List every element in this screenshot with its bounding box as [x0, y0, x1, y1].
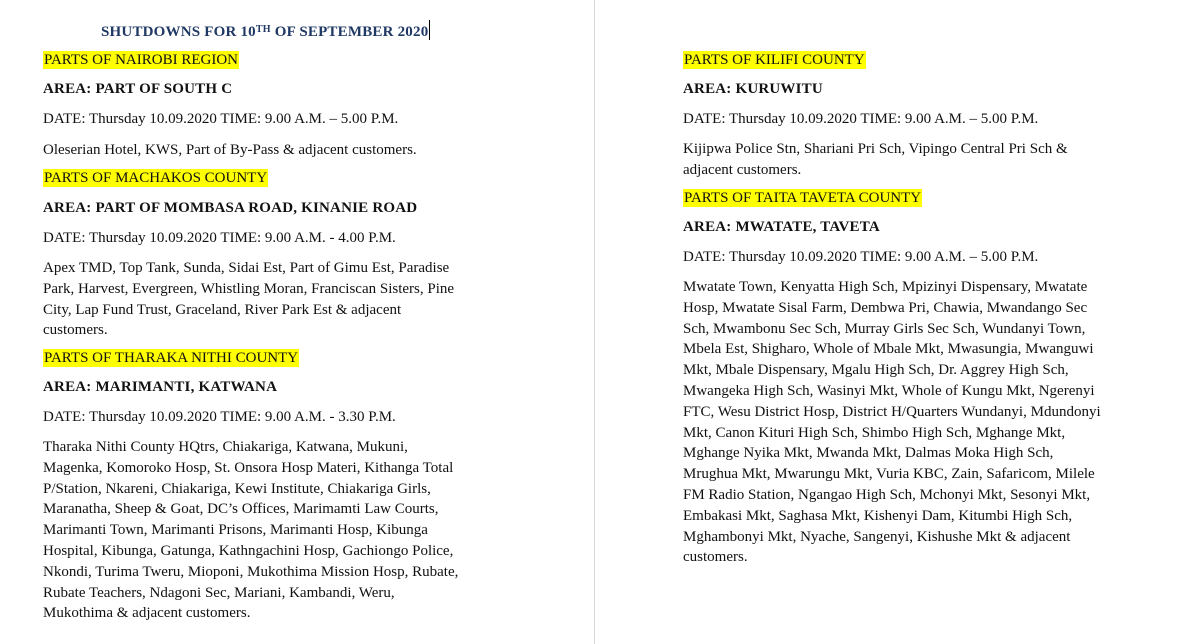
customers-kilifi: Kijipwa Police Stn, Shariani Pri Sch, Vipingo Central Pri Sch & adjacent customers.: [683, 141, 1068, 178]
area-line-machakos: AREA: PART OF MOMBASA ROAD, KINANIE ROAD: [43, 200, 418, 216]
date-line-kilifi: DATE: Thursday 10.09.2020 TIME: 9.00 A.M. – 5.00 P.M.: [683, 111, 1039, 127]
region-heading-tharaka-nithi: PARTS OF THARAKA NITHI COUNTY: [44, 350, 299, 366]
title-superscript: TH: [255, 24, 271, 35]
date-line-nairobi: DATE: Thursday 10.09.2020 TIME: 9.00 A.M. – 5.00 P.M.: [43, 111, 399, 127]
date-line-tharaka-nithi: DATE: Thursday 10.09.2020 TIME: 9.00 A.M. - 3.30 P.M.: [43, 409, 396, 425]
date-line-taita-taveta: DATE: Thursday 10.09.2020 TIME: 9.00 A.M. – 5.00 P.M.: [683, 249, 1039, 265]
region-heading-machakos: PARTS OF MACHAKOS COUNTY: [44, 170, 268, 186]
document-title: SHUTDOWNS FOR 10TH OF SEPTEMBER 2020: [101, 20, 430, 41]
region-heading-kilifi: PARTS OF KILIFI COUNTY: [684, 52, 865, 68]
page-divider: [594, 0, 595, 644]
area-line-tharaka-nithi: AREA: MARIMANTI, KATWANA: [43, 379, 278, 395]
date-line-machakos: DATE: Thursday 10.09.2020 TIME: 9.00 A.M. - 4.00 P.M.: [43, 230, 396, 246]
region-heading-nairobi: PARTS OF NAIROBI REGION: [44, 52, 238, 68]
region-heading-taita-taveta: PARTS OF TAITA TAVETA COUNTY: [684, 190, 922, 206]
customers-tharaka-nithi: Tharaka Nithi County HQtrs, Chiakariga, Katwana, Mukuni, Magenka, Komoroko Hosp, St. Onsora Hosp Materi, Kithanga Total P/Station, Nkareni, Chiakariga, Kewi Institute, Chiakariga Girls, Maranatha, Sheep & Goat, DC’s Offices, Marimamti Law Courts, Marimanti Town, Marimanti Prisons, Marimanti Hosp, Kibunga Hospital, Kibunga, Gatunga, Kathngachini Hosp, Gachiongo Police, Nkondi, Turima Tweru, Mioponi, Mukothima Mission Hosp, Rubate, Rubate Teachers, Ndagoni Sec, Mariani, Kambandi, Weru, Mukothima & adjacent customers.: [43, 439, 459, 622]
customers-taita-taveta: Mwatate Town, Kenyatta High Sch, Mpizinyi Dispensary, Mwatate Hosp, Mwatate Sisal Farm, Dembwa Pri, Chawia, Mwandango Sec Sch, Mwambonu Sec Sch, Murray Girls Sec Sch, Wundanyi Town, Mbela Est, Shigharo, Whole of Mbale Mkt, Mwasungia, Mwanguwi Mkt, Mbale Dispensary, Mgalu High Sch, Dr. Aggrey High Sch, Mwangeka High Sch, Wasinyi Mkt, Whole of Kungu Mkt, Ngerenyi FTC, Wesu District Hosp, District H/Quarters Wundanyi, Mdundonyi Mkt, Canon Kituri High Sch, Shimbo High Sch, Mghange Mkt, Mghange Nyika Mkt, Mwanda Mkt, Dalmas Moka High Sch, Mrughua Mkt, Mwarungu Mkt, Vuria KBC, Zain, Safaricom, Milele FM Radio Station, Ngangao High Sch, Mchonyi Mkt, Sesonyi Mkt, Embakasi Mkt, Saghasa Mkt, Kishenyi Dam, Kitumbi High Sch, Mghambonyi Mkt, Nyache, Sangenyi, Kishushe Mkt & adjacent customers.: [683, 279, 1101, 566]
area-line-kilifi: AREA: KURUWITU: [683, 81, 823, 97]
customers-machakos: Apex TMD, Top Tank, Sunda, Sidai Est, Part of Gimu Est, Paradise Park, Harvest, Evergreen, Whistling Moran, Franciscan Sisters, Pine City, Lap Fund Trust, Graceland, River Park Est & adjacent customers.: [43, 260, 455, 339]
area-line-nairobi: AREA: PART OF SOUTH C: [43, 81, 233, 97]
area-line-taita-taveta: AREA: MWATATE, TAVETA: [683, 219, 880, 235]
customers-nairobi: Oleserian Hotel, KWS, Part of By-Pass & adjacent customers.: [43, 142, 417, 158]
text-cursor: [429, 20, 430, 40]
